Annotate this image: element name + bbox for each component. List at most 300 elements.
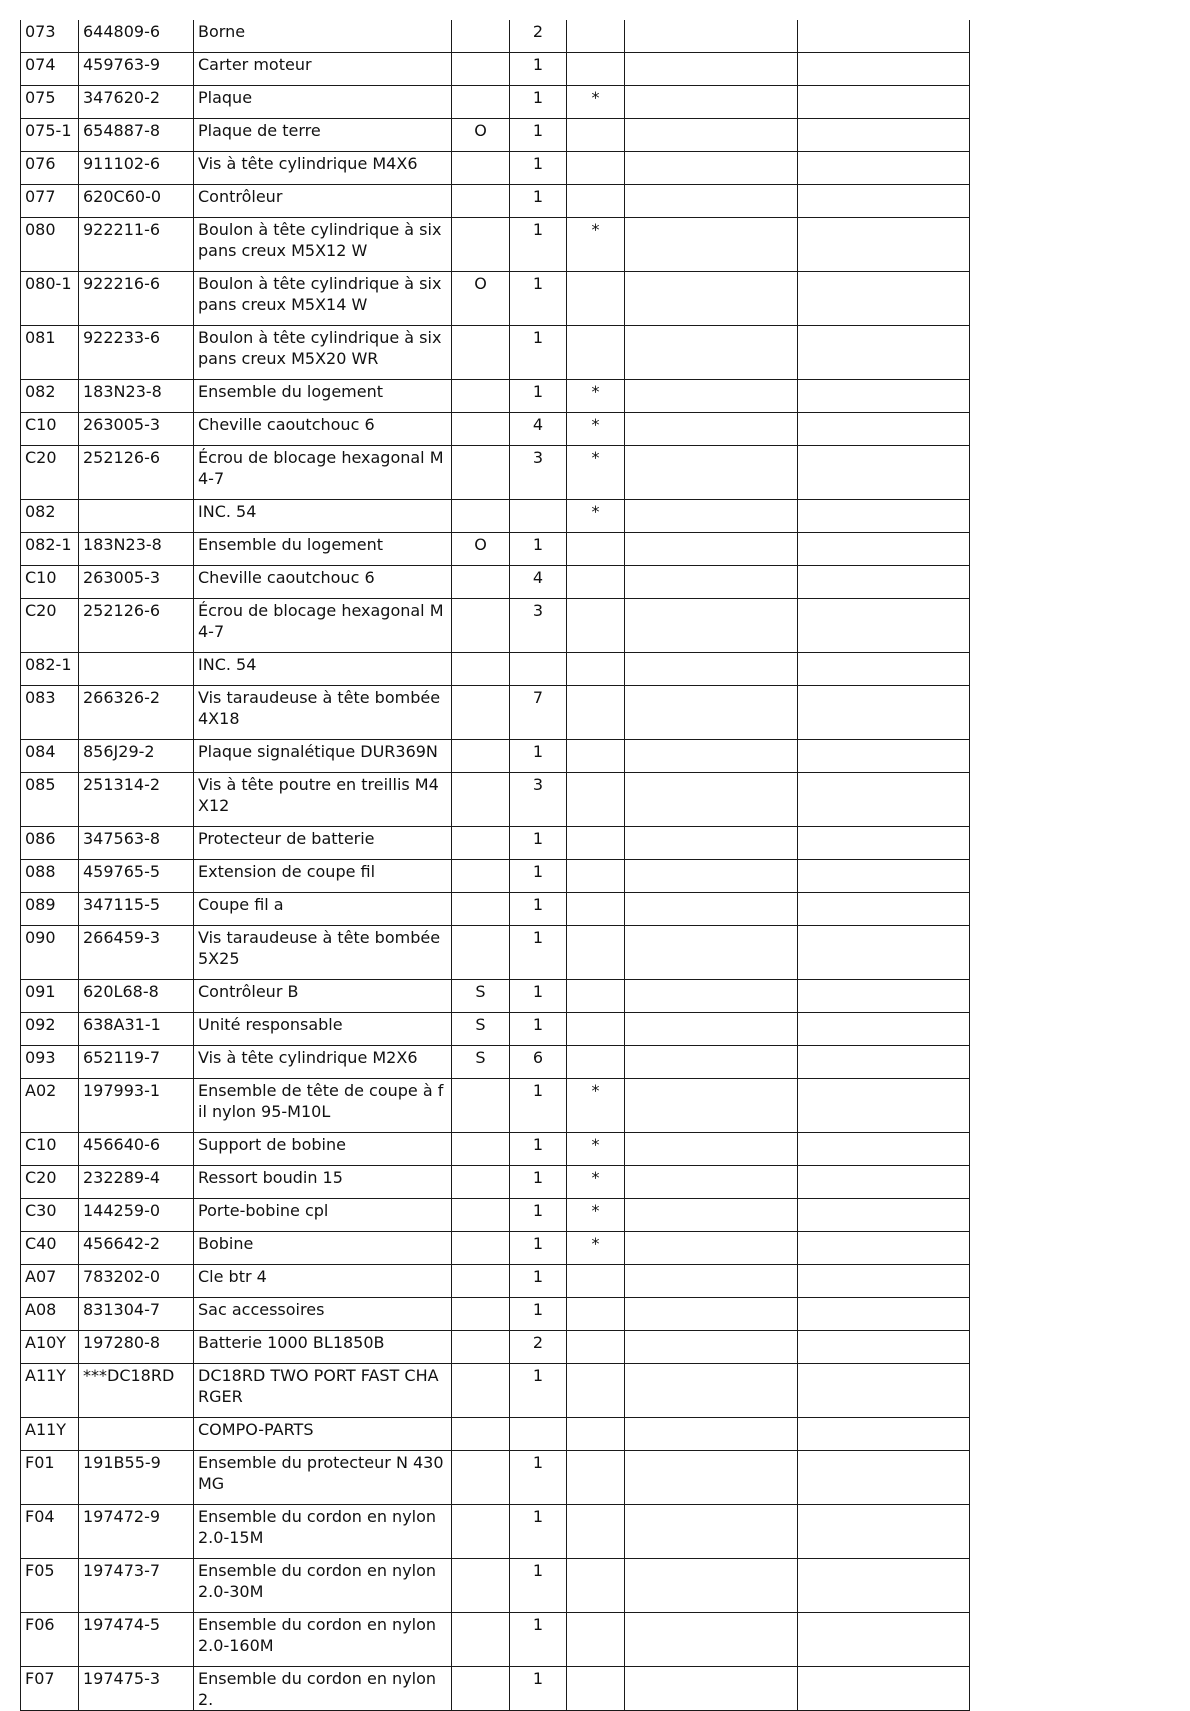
note-cell [452,413,510,446]
part-number-cell: 074 [21,53,79,86]
empty-cell [625,1046,798,1079]
table-row [21,1331,970,1364]
description-cell: Ressort boudin 15 [194,1166,452,1199]
part-number-cell: A11Y [21,1364,79,1418]
note-cell [452,1265,510,1298]
note-cell [452,740,510,773]
part-number-cell: F01 [21,1451,79,1505]
quantity-cell: 1 [510,185,567,218]
quantity-cell [510,653,567,686]
empty-cell [798,1298,970,1331]
empty-cell [798,326,970,380]
empty-cell [625,413,798,446]
part-number-cell: 075 [21,86,79,119]
mark-cell [567,1013,625,1046]
mark-cell [567,1418,625,1451]
quantity-cell: 1 [510,1013,567,1046]
table-row [21,1133,970,1166]
empty-cell [798,86,970,119]
mark-cell [567,1265,625,1298]
empty-cell [798,1079,970,1133]
note-cell [452,926,510,980]
note-cell: O [452,272,510,326]
empty-cell [625,1331,798,1364]
empty-cell [625,119,798,152]
empty-cell [798,218,970,272]
empty-cell [798,533,970,566]
empty-cell [625,980,798,1013]
note-cell [452,1298,510,1331]
empty-cell [625,1298,798,1331]
part-code-cell [79,1418,194,1451]
part-code-cell: 644809-6 [79,20,194,53]
note-cell [452,152,510,185]
empty-cell [798,740,970,773]
empty-cell [798,413,970,446]
quantity-cell: 1 [510,1298,567,1331]
empty-cell [625,599,798,653]
quantity-cell [510,500,567,533]
note-cell [452,1667,510,1711]
note-cell [452,1418,510,1451]
mark-cell: * [567,500,625,533]
table-row [21,740,970,773]
part-code-cell: 263005-3 [79,413,194,446]
quantity-cell: 1 [510,152,567,185]
description-cell: Ensemble du cordon en nylon 2.0-15M [194,1505,452,1559]
empty-cell [625,1079,798,1133]
part-number-cell: 082 [21,500,79,533]
table-row [21,185,970,218]
mark-cell [567,326,625,380]
part-code-cell: 347115-5 [79,893,194,926]
part-code-cell: 183N23-8 [79,380,194,413]
quantity-cell: 1 [510,1613,567,1667]
mark-cell [567,1505,625,1559]
table-row [21,326,970,380]
note-cell [452,185,510,218]
quantity-cell: 4 [510,566,567,599]
part-number-cell: 088 [21,860,79,893]
empty-cell [798,893,970,926]
description-cell: Ensemble du protecteur N 430 MG [194,1451,452,1505]
description-cell: Porte-bobine cpl [194,1199,452,1232]
note-cell [452,1079,510,1133]
mark-cell: * [567,1079,625,1133]
part-number-cell: 073 [21,20,79,53]
mark-cell [567,980,625,1013]
part-code-cell: 922211-6 [79,218,194,272]
empty-cell [798,1166,970,1199]
table-row [21,500,970,533]
description-cell: Protecteur de batterie [194,827,452,860]
description-cell: Bobine [194,1232,452,1265]
empty-cell [625,1667,798,1711]
part-number-cell: F07 [21,1667,79,1711]
quantity-cell: 1 [510,1667,567,1711]
table-row [21,272,970,326]
empty-cell [798,1451,970,1505]
empty-cell [625,653,798,686]
note-cell [452,218,510,272]
part-code-cell: 266326-2 [79,686,194,740]
table-row [21,1451,970,1505]
table-row [21,413,970,446]
part-number-cell: 084 [21,740,79,773]
table-row [21,380,970,413]
quantity-cell: 1 [510,1199,567,1232]
mark-cell [567,686,625,740]
part-number-cell: 075-1 [21,119,79,152]
empty-cell [798,686,970,740]
mark-cell: * [567,446,625,500]
empty-cell [625,566,798,599]
table-row [21,20,970,53]
description-cell: INC. 54 [194,500,452,533]
empty-cell [798,827,970,860]
description-cell: Plaque de terre [194,119,452,152]
part-code-cell: 191B55-9 [79,1451,194,1505]
part-number-cell: A08 [21,1298,79,1331]
empty-cell [798,20,970,53]
note-cell [452,653,510,686]
part-code-cell: 197475-3 [79,1667,194,1711]
quantity-cell: 1 [510,1505,567,1559]
part-code-cell: 197474-5 [79,1613,194,1667]
quantity-cell: 1 [510,380,567,413]
part-code-cell: 856J29-2 [79,740,194,773]
empty-cell [625,1613,798,1667]
part-number-cell: C10 [21,1133,79,1166]
description-cell: Coupe fil a [194,893,452,926]
description-cell: Vis à tête cylindrique M2X6 [194,1046,452,1079]
table-row [21,1559,970,1613]
part-number-cell: A02 [21,1079,79,1133]
quantity-cell: 1 [510,272,567,326]
empty-cell [625,1505,798,1559]
part-code-cell: 197472-9 [79,1505,194,1559]
empty-cell [798,380,970,413]
table-row [21,1418,970,1451]
quantity-cell: 1 [510,1166,567,1199]
part-number-cell: 077 [21,185,79,218]
note-cell [452,500,510,533]
empty-cell [798,500,970,533]
table-row [21,119,970,152]
table-row [21,1079,970,1133]
mark-cell [567,1613,625,1667]
part-code-cell: 922233-6 [79,326,194,380]
quantity-cell: 1 [510,1265,567,1298]
mark-cell [567,599,625,653]
empty-cell [798,1364,970,1418]
part-number-cell: 082-1 [21,653,79,686]
table-row [21,86,970,119]
empty-cell [625,686,798,740]
description-cell: Cheville caoutchouc 6 [194,413,452,446]
table-row [21,1046,970,1079]
part-number-cell: 086 [21,827,79,860]
mark-cell [567,1451,625,1505]
part-number-cell: 076 [21,152,79,185]
part-number-cell: 092 [21,1013,79,1046]
quantity-cell: 7 [510,686,567,740]
mark-cell [567,566,625,599]
empty-cell [625,773,798,827]
empty-cell [625,152,798,185]
quantity-cell: 1 [510,740,567,773]
mark-cell: * [567,1232,625,1265]
mark-cell [567,119,625,152]
empty-cell [625,1364,798,1418]
mark-cell: * [567,1133,625,1166]
mark-cell [567,827,625,860]
table-row [21,653,970,686]
part-number-cell: 089 [21,893,79,926]
mark-cell [567,1046,625,1079]
table-row [21,566,970,599]
empty-cell [798,1613,970,1667]
part-code-cell: 456640-6 [79,1133,194,1166]
part-number-cell: A10Y [21,1331,79,1364]
empty-cell [798,1265,970,1298]
part-number-cell: F06 [21,1613,79,1667]
quantity-cell: 1 [510,1451,567,1505]
mark-cell [567,1559,625,1613]
empty-cell [798,1013,970,1046]
empty-cell [798,1046,970,1079]
table-row [21,53,970,86]
parts-table [20,20,970,1711]
empty-cell [798,980,970,1013]
note-cell [452,1133,510,1166]
description-cell: Vis à tête poutre en treillis M4X12 [194,773,452,827]
part-number-cell: C20 [21,1166,79,1199]
mark-cell [567,1364,625,1418]
note-cell [452,599,510,653]
part-number-cell: 091 [21,980,79,1013]
note-cell [452,686,510,740]
part-code-cell: 783202-0 [79,1265,194,1298]
description-cell: DC18RD TWO PORT FAST CHARGER [194,1364,452,1418]
table-row [21,1013,970,1046]
description-cell: Borne [194,20,452,53]
note-cell [452,1364,510,1418]
description-cell: Sac accessoires [194,1298,452,1331]
quantity-cell [510,1418,567,1451]
quantity-cell: 2 [510,1331,567,1364]
table-row [21,1667,970,1711]
part-number-cell: 082 [21,380,79,413]
empty-cell [625,380,798,413]
description-cell: Vis taraudeuse à tête bombée 4X18 [194,686,452,740]
part-code-cell: ***DC18RD [79,1364,194,1418]
empty-cell [625,1559,798,1613]
part-code-cell: 197993-1 [79,1079,194,1133]
mark-cell [567,185,625,218]
quantity-cell: 1 [510,1133,567,1166]
mark-cell [567,1667,625,1711]
note-cell: S [452,980,510,1013]
note-cell [452,773,510,827]
description-cell: Ensemble du cordon en nylon 2. [194,1667,452,1711]
mark-cell [567,893,625,926]
empty-cell [798,1505,970,1559]
part-number-cell: 081 [21,326,79,380]
note-cell: S [452,1013,510,1046]
part-code-cell: 638A31-1 [79,1013,194,1046]
table-row [21,152,970,185]
table-row [21,446,970,500]
description-cell: Boulon à tête cylindrique à six pans creux M5X12 W [194,218,452,272]
empty-cell [625,860,798,893]
empty-cell [625,926,798,980]
part-code-cell: 144259-0 [79,1199,194,1232]
empty-cell [798,773,970,827]
part-number-cell: A07 [21,1265,79,1298]
part-number-cell: 082-1 [21,533,79,566]
empty-cell [625,893,798,926]
empty-cell [798,1133,970,1166]
mark-cell [567,152,625,185]
empty-cell [798,53,970,86]
table-row [21,1265,970,1298]
part-code-cell: 197280-8 [79,1331,194,1364]
part-number-cell: C40 [21,1232,79,1265]
description-cell: INC. 54 [194,653,452,686]
description-cell: Unité responsable [194,1013,452,1046]
quantity-cell: 1 [510,1079,567,1133]
empty-cell [625,1133,798,1166]
empty-cell [625,533,798,566]
mark-cell [567,773,625,827]
empty-cell [798,1199,970,1232]
part-number-cell: A11Y [21,1418,79,1451]
part-number-cell: C20 [21,446,79,500]
part-code-cell: 197473-7 [79,1559,194,1613]
mark-cell [567,653,625,686]
note-cell [452,53,510,86]
empty-cell [625,20,798,53]
empty-cell [798,860,970,893]
empty-cell [798,1418,970,1451]
part-code-cell: 347563-8 [79,827,194,860]
empty-cell [798,185,970,218]
note-cell: O [452,119,510,152]
empty-cell [625,1166,798,1199]
mark-cell [567,740,625,773]
empty-cell [625,218,798,272]
mark-cell: * [567,413,625,446]
part-number-cell: 080-1 [21,272,79,326]
parts-table-body [21,20,970,1711]
part-code-cell: 459765-5 [79,860,194,893]
part-code-cell: 232289-4 [79,1166,194,1199]
quantity-cell: 3 [510,599,567,653]
note-cell [452,893,510,926]
note-cell [452,1559,510,1613]
table-row [21,926,970,980]
empty-cell [798,653,970,686]
part-code-cell: 251314-2 [79,773,194,827]
note-cell [452,1199,510,1232]
empty-cell [798,1559,970,1613]
note-cell [452,380,510,413]
empty-cell [625,86,798,119]
mark-cell: * [567,218,625,272]
mark-cell [567,1331,625,1364]
empty-cell [798,119,970,152]
description-cell: Plaque signalétique DUR369N [194,740,452,773]
quantity-cell: 3 [510,773,567,827]
part-number-cell: 090 [21,926,79,980]
table-row [21,218,970,272]
part-number-cell: 085 [21,773,79,827]
note-cell: O [452,533,510,566]
empty-cell [625,1451,798,1505]
empty-cell [625,1418,798,1451]
empty-cell [625,53,798,86]
part-code-cell: 911102-6 [79,152,194,185]
note-cell [452,1166,510,1199]
empty-cell [798,566,970,599]
empty-cell [625,827,798,860]
note-cell [452,1451,510,1505]
quantity-cell: 1 [510,533,567,566]
table-row [21,827,970,860]
description-cell: Vis à tête cylindrique M4X6 [194,152,452,185]
part-code-cell: 922216-6 [79,272,194,326]
table-row [21,1613,970,1667]
table-row [21,893,970,926]
part-number-cell: C10 [21,413,79,446]
note-cell [452,326,510,380]
quantity-cell: 1 [510,53,567,86]
empty-cell [625,1013,798,1046]
empty-cell [625,500,798,533]
quantity-cell: 2 [510,20,567,53]
note-cell [452,1613,510,1667]
note-cell: S [452,1046,510,1079]
table-row [21,1505,970,1559]
empty-cell [798,272,970,326]
part-code-cell [79,653,194,686]
description-cell: Cle btr 4 [194,1265,452,1298]
description-cell: Contrôleur [194,185,452,218]
empty-cell [798,152,970,185]
description-cell: Boulon à tête cylindrique à six pans creux M5X14 W [194,272,452,326]
empty-cell [625,272,798,326]
quantity-cell: 1 [510,893,567,926]
description-cell: Vis taraudeuse à tête bombée 5X25 [194,926,452,980]
description-cell: Contrôleur B [194,980,452,1013]
table-row [21,980,970,1013]
table-row [21,1298,970,1331]
table-row [21,1232,970,1265]
empty-cell [798,446,970,500]
note-cell [452,566,510,599]
description-cell: Support de bobine [194,1133,452,1166]
description-cell: Ensemble du logement [194,380,452,413]
part-number-cell: F04 [21,1505,79,1559]
part-code-cell: 266459-3 [79,926,194,980]
quantity-cell: 1 [510,1364,567,1418]
description-cell: Extension de coupe fil [194,860,452,893]
quantity-cell: 1 [510,980,567,1013]
part-number-cell: C10 [21,566,79,599]
note-cell [452,827,510,860]
description-cell: Ensemble du logement [194,533,452,566]
